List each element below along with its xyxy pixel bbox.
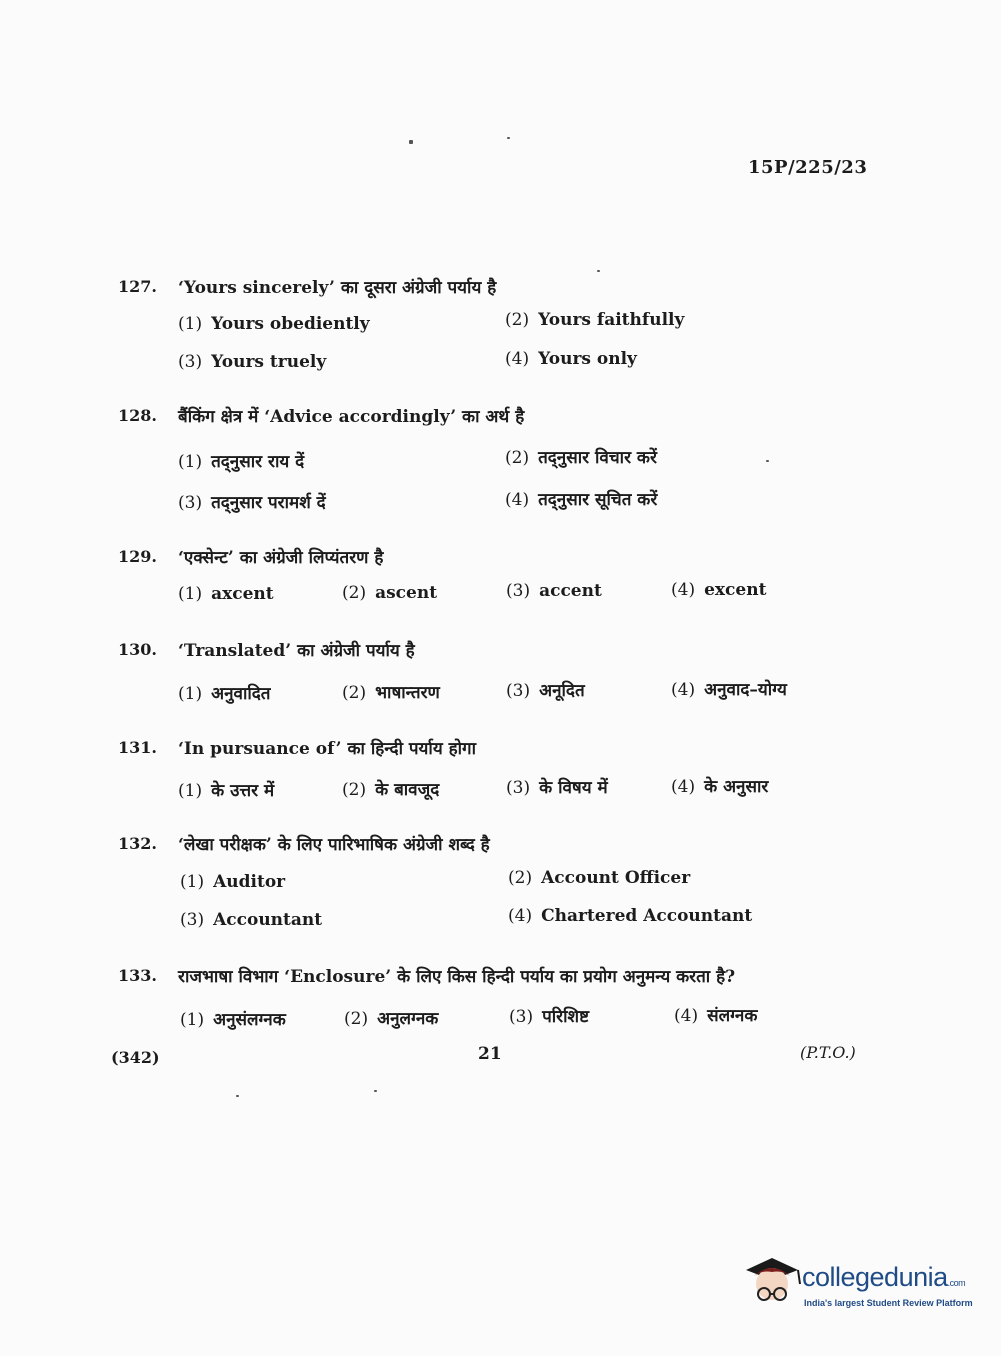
question-number: 127. (118, 277, 157, 296)
option-1: (1) Yours obediently (178, 314, 370, 334)
question-number: 129. (118, 547, 157, 566)
question-number: 131. (118, 738, 157, 757)
scan-speck (409, 140, 413, 144)
option-3: (3) परिशिष्ट (509, 1007, 589, 1027)
question-text: ‘Translated’ का अंग्रेजी पर्याय है (178, 641, 415, 661)
option-2: (2) Yours faithfully (505, 310, 685, 330)
scan-speck (766, 460, 769, 462)
scan-speck (597, 270, 600, 272)
option-4: (4) Yours only (505, 349, 637, 369)
question-text: ‘In pursuance of’ का हिन्दी पर्याय होगा (178, 739, 476, 759)
option-2: (2) के बावजूद (342, 780, 440, 800)
option-2: (2) Account Officer (508, 868, 691, 888)
question-number: 128. (118, 406, 157, 425)
question-text: ‘Yours sincerely’ का दूसरा अंग्रेजी पर्याय है (178, 278, 497, 298)
option-3: (3) के विषय में (506, 778, 608, 798)
option-2: (2) ascent (342, 583, 438, 603)
option-2: (2) तद्नुसार विचार करें (505, 448, 657, 468)
pto-note: (P.T.O.) (800, 1043, 856, 1062)
question-text: ‘लेखा परीक्षक’ के लिए पारिभाषिक अंग्रेजी शब्द है (178, 835, 490, 855)
question-number: 130. (118, 640, 157, 659)
option-1: (1) axcent (178, 584, 274, 604)
option-3: (3) अनूदित (506, 681, 585, 701)
question-text: बैंकिंग क्षेत्र में ‘Advice accordingly’ का अर्थ है (178, 407, 525, 427)
paper-code: 15P/225/23 (748, 157, 868, 178)
option-4: (4) संलग्नक (674, 1006, 758, 1026)
option-3: (3) तद्नुसार परामर्श दें (178, 493, 326, 513)
option-2: (2) अनुलग्नक (344, 1009, 439, 1029)
option-1: (1) अनुवादित (178, 684, 271, 704)
scan-speck (236, 1095, 239, 1097)
page-number: 21 (478, 1044, 502, 1064)
option-3: (3) Accountant (180, 910, 323, 930)
option-1: (1) अनुसंलग्नक (180, 1010, 286, 1030)
option-4: (4) के अनुसार (671, 777, 769, 797)
footer-code: (342) (111, 1048, 160, 1067)
option-4: (4) तद्नुसार सूचित करें (505, 490, 658, 510)
question-text: ‘एक्सेन्ट’ का अंग्रेजी लिप्यंतरण है (178, 548, 384, 568)
option-3: (3) accent (506, 581, 602, 601)
question-text: राजभाषा विभाग ‘Enclosure’ के लिए किस हिन्दी पर्याय का प्रयोग अनुमन्य करता है? (178, 967, 736, 987)
option-1: (1) Auditor (180, 872, 286, 892)
option-4: (4) अनुवाद–योग्य (671, 680, 787, 700)
option-4: (4) excent (671, 580, 767, 600)
option-1: (1) तद्नुसार राय दें (178, 452, 305, 472)
option-3: (3) Yours truely (178, 352, 327, 372)
scan-speck (374, 1090, 377, 1092)
question-number: 133. (118, 966, 157, 985)
option-1: (1) के उत्तर में (178, 781, 275, 801)
logo-tagline: India's largest Student Review Platform (804, 1298, 973, 1308)
option-4: (4) Chartered Accountant (508, 906, 753, 926)
question-number: 132. (118, 834, 157, 853)
option-2: (2) भाषान्तरण (342, 683, 440, 703)
logo-wordmark: collegedunia.com (802, 1262, 966, 1292)
scan-speck (507, 137, 510, 139)
